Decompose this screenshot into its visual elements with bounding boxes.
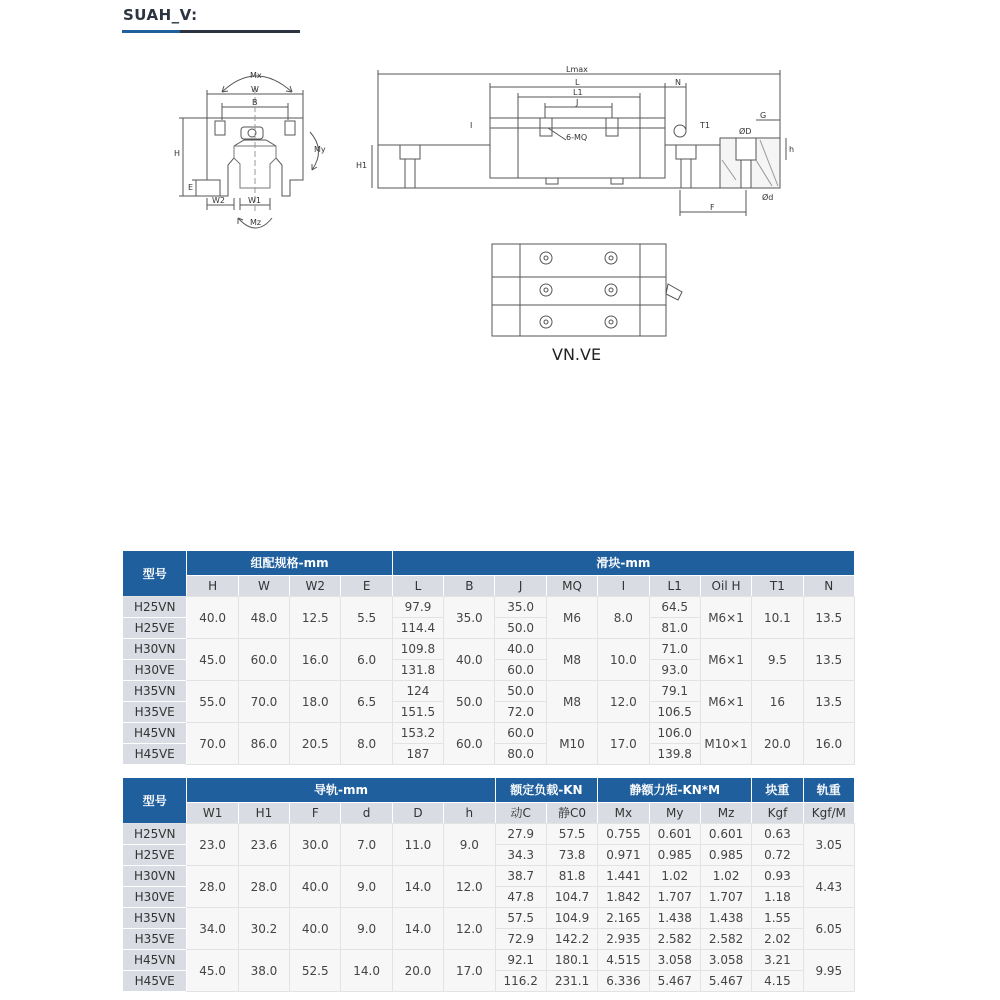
- cell-l: 97.9: [392, 597, 443, 618]
- cell-j: 50.0: [495, 681, 546, 702]
- cell-my: 0.985: [649, 845, 700, 866]
- cell-h: 17.0: [444, 950, 495, 992]
- cell-mz: 1.02: [700, 866, 751, 887]
- cell-mx: 2.935: [598, 929, 649, 950]
- group-header-rail-weight: 轨重: [803, 778, 854, 803]
- cell-i: 10.0: [598, 639, 649, 681]
- cell-w2: 20.5: [290, 723, 341, 765]
- cell-h: 40.0: [187, 597, 238, 639]
- cell-h1: 30.2: [238, 908, 289, 950]
- cell-my: 1.438: [649, 908, 700, 929]
- cell-j: 60.0: [495, 660, 546, 681]
- top-view: [492, 244, 682, 336]
- model-name: H25VN: [123, 597, 187, 618]
- cell-w: 48.0: [238, 597, 289, 639]
- column-header: D: [392, 803, 443, 824]
- table-row: [123, 723, 855, 744]
- cell-my: 1.02: [649, 866, 700, 887]
- label-l1: L1: [573, 88, 583, 97]
- label-od-small: Ød: [762, 193, 774, 202]
- cell-n: 13.5: [803, 597, 854, 639]
- cell-mq: M8: [546, 639, 597, 681]
- cell-c0: 81.8: [546, 866, 597, 887]
- cell-mx: 0.755: [598, 824, 649, 845]
- cell-mz: 2.582: [700, 929, 751, 950]
- cell-l: 114.4: [392, 618, 443, 639]
- cell-kgf: 0.63: [752, 824, 803, 845]
- label-w2: W2: [212, 196, 225, 205]
- spec-table-carriage: [123, 551, 855, 765]
- cell-d: 14.0: [392, 866, 443, 908]
- cell-kgf: 3.21: [752, 950, 803, 971]
- label-h-small: h: [789, 145, 795, 154]
- cell-f: 40.0: [290, 866, 341, 908]
- label-lmax: Lmax: [566, 65, 588, 74]
- label-od: ØD: [739, 127, 752, 136]
- cell-my: 5.467: [649, 971, 700, 992]
- column-header: Mx: [598, 803, 649, 824]
- label-g: G: [760, 111, 767, 120]
- cell-b: 40.0: [444, 639, 495, 681]
- model-name: H45VN: [123, 950, 187, 971]
- group-header-block-weight: 块重: [752, 778, 803, 803]
- table-row: [123, 908, 855, 929]
- cell-c0: 104.7: [546, 887, 597, 908]
- cell-e: 6.0: [341, 639, 392, 681]
- model-name: H25VE: [123, 845, 187, 866]
- column-header: Kgf: [752, 803, 803, 824]
- cell-l1: 106.5: [649, 702, 700, 723]
- cell-b: 35.0: [444, 597, 495, 639]
- group-header-block: 滑块-mm: [392, 551, 854, 576]
- label-t1: T1: [700, 121, 710, 130]
- cell-l1: 81.0: [649, 618, 700, 639]
- cell-c: 27.9: [495, 824, 546, 845]
- cell-t1: 9.5: [752, 639, 803, 681]
- model-name: H25VN: [123, 824, 187, 845]
- cell-l1: 71.0: [649, 639, 700, 660]
- cell-c0: 142.2: [546, 929, 597, 950]
- cell-c: 72.9: [495, 929, 546, 950]
- cell-b: 60.0: [444, 723, 495, 765]
- cell-i: 17.0: [598, 723, 649, 765]
- cell-kgf: 4.15: [752, 971, 803, 992]
- cell-c: 92.1: [495, 950, 546, 971]
- cell-j: 50.0: [495, 618, 546, 639]
- cell-mx: 4.515: [598, 950, 649, 971]
- model-name: H35VE: [123, 929, 187, 950]
- cell-mx: 1.842: [598, 887, 649, 908]
- cell-d: 14.0: [392, 908, 443, 950]
- cell-l: 109.8: [392, 639, 443, 660]
- label-h: H: [174, 149, 181, 158]
- model-name: H45VN: [123, 723, 187, 744]
- cell-e: 5.5: [341, 597, 392, 639]
- cell-l: 151.5: [392, 702, 443, 723]
- cell-mq: M6: [546, 597, 597, 639]
- table-row: [123, 681, 855, 702]
- model-name: H35VN: [123, 681, 187, 702]
- cell-c: 34.3: [495, 845, 546, 866]
- cell-mz: 0.601: [700, 824, 751, 845]
- cell-kgfm: 4.43: [803, 866, 854, 908]
- cell-my: 1.707: [649, 887, 700, 908]
- cell-mz: 5.467: [700, 971, 751, 992]
- cell-l1: 93.0: [649, 660, 700, 681]
- column-header: Oil H: [700, 576, 751, 597]
- table-row: [123, 639, 855, 660]
- cell-mx: 1.441: [598, 866, 649, 887]
- column-header: H: [187, 576, 238, 597]
- column-header: J: [495, 576, 546, 597]
- cell-f: 40.0: [290, 908, 341, 950]
- cell-e: 6.5: [341, 681, 392, 723]
- model-name: H30VN: [123, 639, 187, 660]
- cell-w1: 28.0: [187, 866, 238, 908]
- cell-my: 0.601: [649, 824, 700, 845]
- label-n: N: [675, 78, 681, 87]
- model-name: H35VE: [123, 702, 187, 723]
- cell-c0: 57.5: [546, 824, 597, 845]
- cell-mq: M10: [546, 723, 597, 765]
- cell-kgfm: 9.95: [803, 950, 854, 992]
- model-name: H35VN: [123, 908, 187, 929]
- cell-mq: M8: [546, 681, 597, 723]
- cell-l1: 139.8: [649, 744, 700, 765]
- cell-h: 12.0: [444, 866, 495, 908]
- column-header: 动C: [495, 803, 546, 824]
- model-name: H45VE: [123, 971, 187, 992]
- model-header: 型号: [123, 551, 187, 597]
- cell-oilh: M6×1: [700, 597, 751, 639]
- label-b: B: [252, 98, 258, 107]
- cell-d: 14.0: [341, 950, 392, 992]
- cell-oilh: M10×1: [700, 723, 751, 765]
- column-header: E: [341, 576, 392, 597]
- cell-i: 12.0: [598, 681, 649, 723]
- group-header-rail: 导轨-mm: [187, 778, 495, 803]
- cell-h: 70.0: [187, 723, 238, 765]
- cell-kgf: 0.72: [752, 845, 803, 866]
- cell-f: 30.0: [290, 824, 341, 866]
- cell-w: 70.0: [238, 681, 289, 723]
- cell-l: 124: [392, 681, 443, 702]
- cell-mx: 2.165: [598, 908, 649, 929]
- cell-h: 55.0: [187, 681, 238, 723]
- cell-w1: 34.0: [187, 908, 238, 950]
- cell-kgfm: 3.05: [803, 824, 854, 866]
- cell-kgf: 1.55: [752, 908, 803, 929]
- model-name: H30VN: [123, 866, 187, 887]
- label-j: J: [576, 98, 579, 107]
- cell-j: 60.0: [495, 723, 546, 744]
- model-name: H45VE: [123, 744, 187, 765]
- column-header: W: [238, 576, 289, 597]
- cell-my: 2.582: [649, 929, 700, 950]
- cell-oilh: M6×1: [700, 681, 751, 723]
- cell-b: 50.0: [444, 681, 495, 723]
- cell-kgf: 0.93: [752, 866, 803, 887]
- cell-h: 12.0: [444, 908, 495, 950]
- cell-mz: 1.707: [700, 887, 751, 908]
- cell-w: 60.0: [238, 639, 289, 681]
- cell-mz: 0.985: [700, 845, 751, 866]
- group-header-assembly: 组配规格-mm: [187, 551, 392, 576]
- cell-h: 45.0: [187, 639, 238, 681]
- cell-h: 9.0: [444, 824, 495, 866]
- cell-kgf: 1.18: [752, 887, 803, 908]
- cell-h1: 28.0: [238, 866, 289, 908]
- cell-kgf: 2.02: [752, 929, 803, 950]
- group-header-moment: 静额力矩-KN*M: [598, 778, 752, 803]
- label-w: W: [251, 85, 259, 94]
- label-w1: W1: [248, 196, 261, 205]
- cell-w2: 12.5: [290, 597, 341, 639]
- model-header: 型号: [123, 778, 187, 824]
- end-view: [179, 76, 319, 228]
- cell-f: 52.5: [290, 950, 341, 992]
- cell-n: 13.5: [803, 639, 854, 681]
- cell-l1: 79.1: [649, 681, 700, 702]
- cell-c0: 104.9: [546, 908, 597, 929]
- label-mx: Mx: [250, 71, 262, 80]
- cell-w2: 16.0: [290, 639, 341, 681]
- column-header: B: [444, 576, 495, 597]
- cell-l: 153.2: [392, 723, 443, 744]
- label-my: My: [314, 145, 326, 154]
- cell-oilh: M6×1: [700, 639, 751, 681]
- model-name: H30VE: [123, 887, 187, 908]
- cell-j: 35.0: [495, 597, 546, 618]
- cell-mx: 6.336: [598, 971, 649, 992]
- column-header: H1: [238, 803, 289, 824]
- column-header: L: [392, 576, 443, 597]
- cell-l1: 106.0: [649, 723, 700, 744]
- cell-w1: 23.0: [187, 824, 238, 866]
- column-header: 静C0: [546, 803, 597, 824]
- cell-h1: 38.0: [238, 950, 289, 992]
- column-header: MQ: [546, 576, 597, 597]
- cell-w1: 45.0: [187, 950, 238, 992]
- cell-c: 38.7: [495, 866, 546, 887]
- group-header-load: 额定负载-KN: [495, 778, 598, 803]
- cell-d: 9.0: [341, 908, 392, 950]
- cell-d: 20.0: [392, 950, 443, 992]
- cell-my: 3.058: [649, 950, 700, 971]
- cell-c: 57.5: [495, 908, 546, 929]
- table-row: [123, 597, 855, 618]
- label-f: F: [710, 203, 715, 212]
- column-header: W2: [290, 576, 341, 597]
- cell-h1: 23.6: [238, 824, 289, 866]
- column-header: W1: [187, 803, 238, 824]
- table-row: [123, 866, 855, 887]
- column-header: h: [444, 803, 495, 824]
- cell-l1: 64.5: [649, 597, 700, 618]
- column-header: d: [341, 803, 392, 824]
- cell-mz: 1.438: [700, 908, 751, 929]
- cell-c: 116.2: [495, 971, 546, 992]
- column-header: I: [598, 576, 649, 597]
- top-view-caption: VN.VE: [552, 345, 602, 364]
- cell-e: 8.0: [341, 723, 392, 765]
- model-name: H25VE: [123, 618, 187, 639]
- cell-kgfm: 6.05: [803, 908, 854, 950]
- cell-n: 13.5: [803, 681, 854, 723]
- cell-l: 187: [392, 744, 443, 765]
- technical-drawing: [0, 0, 1000, 380]
- cell-j: 72.0: [495, 702, 546, 723]
- cell-c: 47.8: [495, 887, 546, 908]
- label-e: E: [188, 183, 194, 192]
- cell-t1: 16: [752, 681, 803, 723]
- label-6-mq: 6-MQ: [566, 133, 588, 142]
- column-header: F: [290, 803, 341, 824]
- cell-j: 40.0: [495, 639, 546, 660]
- cell-d: 11.0: [392, 824, 443, 866]
- table-row: [123, 950, 855, 971]
- cell-t1: 10.1: [752, 597, 803, 639]
- cell-mz: 3.058: [700, 950, 751, 971]
- column-header: Kgf/M: [803, 803, 854, 824]
- model-name: H30VE: [123, 660, 187, 681]
- label-mz: Mz: [250, 218, 262, 227]
- label-i: I: [470, 121, 473, 130]
- column-header: L1: [649, 576, 700, 597]
- label-h1: H1: [356, 161, 368, 170]
- cell-c0: 231.1: [546, 971, 597, 992]
- cell-i: 8.0: [598, 597, 649, 639]
- page-title: SUAH_V:: [123, 6, 198, 24]
- table-row: [123, 824, 855, 845]
- cell-l: 131.8: [392, 660, 443, 681]
- cell-t1: 20.0: [752, 723, 803, 765]
- cell-w2: 18.0: [290, 681, 341, 723]
- cell-c0: 180.1: [546, 950, 597, 971]
- column-header: Mz: [700, 803, 751, 824]
- cell-j: 80.0: [495, 744, 546, 765]
- column-header: N: [803, 576, 854, 597]
- cell-n: 16.0: [803, 723, 854, 765]
- spec-table-rail: [123, 778, 855, 992]
- cell-mx: 0.971: [598, 845, 649, 866]
- cell-d: 9.0: [341, 866, 392, 908]
- cell-d: 7.0: [341, 824, 392, 866]
- label-l: L: [575, 78, 580, 87]
- cell-w: 86.0: [238, 723, 289, 765]
- cell-c0: 73.8: [546, 845, 597, 866]
- column-header: T1: [752, 576, 803, 597]
- column-header: My: [649, 803, 700, 824]
